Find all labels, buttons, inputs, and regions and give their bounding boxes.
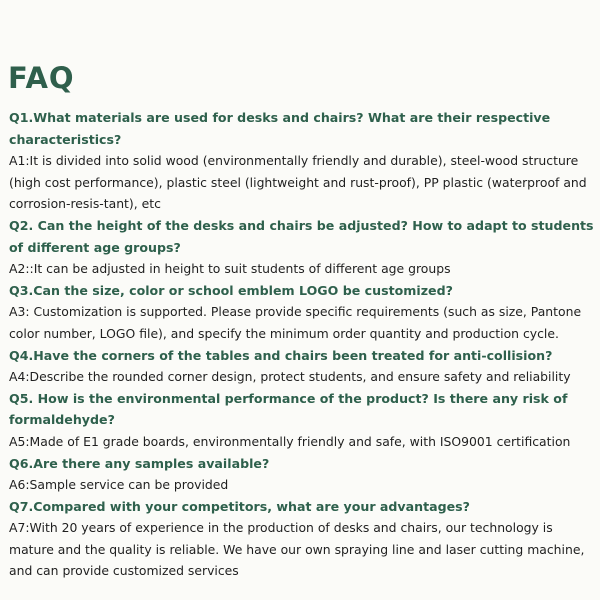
faq-item-q1	[9, 107, 594, 215]
faq-item-q6	[9, 453, 594, 496]
faq-answer: A1:It is divided into solid wood (environmentally friendly and durable), steel-wood structure (high cost performance), plastic steel (lightweight and rust-proof), PP plastic (waterproof and corrosion-resis-tant), etc	[9, 153, 587, 212]
faq-item-q2	[9, 215, 594, 280]
faq-question: Q1.What materials are used for desks and chairs? What are their respective characteristics?	[9, 110, 551, 147]
faq-question: Q5. How is the environmental performance of the product? Is there any risk of formaldehyde?	[9, 390, 568, 428]
faq-question: Q4.Have the corners of the tables and chairs been treated for anti-collision?	[9, 347, 553, 363]
faq-answer: A7:With 20 years of experience in the production of desks and chairs, our technology is mature and the quality is reliable. We have our own spraying line and laser cutting machine, and can provide customized services	[9, 520, 585, 579]
faq-answer: A5:Made of E1 grade boards, environmentally friendly and safe, with ISO9001 certification	[9, 433, 571, 449]
page-title: FAQ	[8, 61, 75, 95]
faq-item-q3	[9, 280, 594, 345]
faq-answer: A4:Describe the rounded corner design, protect students, and ensure safety and reliability	[9, 369, 571, 385]
faq-list	[9, 107, 594, 582]
faq-item-q4	[9, 345, 594, 388]
faq-question: Q2. Can the height of the desks and chairs be adjusted? How to adapt to students of different age groups?	[9, 217, 594, 255]
faq-question: Q7.Compared with your competitors, what are your advantages?	[9, 498, 470, 514]
faq-answer: A3: Customization is supported. Please provide specific requirements (such as size, Pantone color number, LOGO file), and specify the minimum order quantity and production cycle.	[9, 304, 582, 341]
faq-item-q5	[9, 388, 594, 453]
faq-answer: A2::It can be adjusted in height to suit students of different age groups	[9, 261, 451, 277]
faq-item-q7	[9, 496, 594, 582]
faq-question: Q3.Can the size, color or school emblem LOGO be customized?	[9, 282, 453, 298]
faq-question: Q6.Are there any samples available?	[9, 455, 270, 471]
faq-answer: A6:Sample service can be provided	[9, 477, 229, 493]
